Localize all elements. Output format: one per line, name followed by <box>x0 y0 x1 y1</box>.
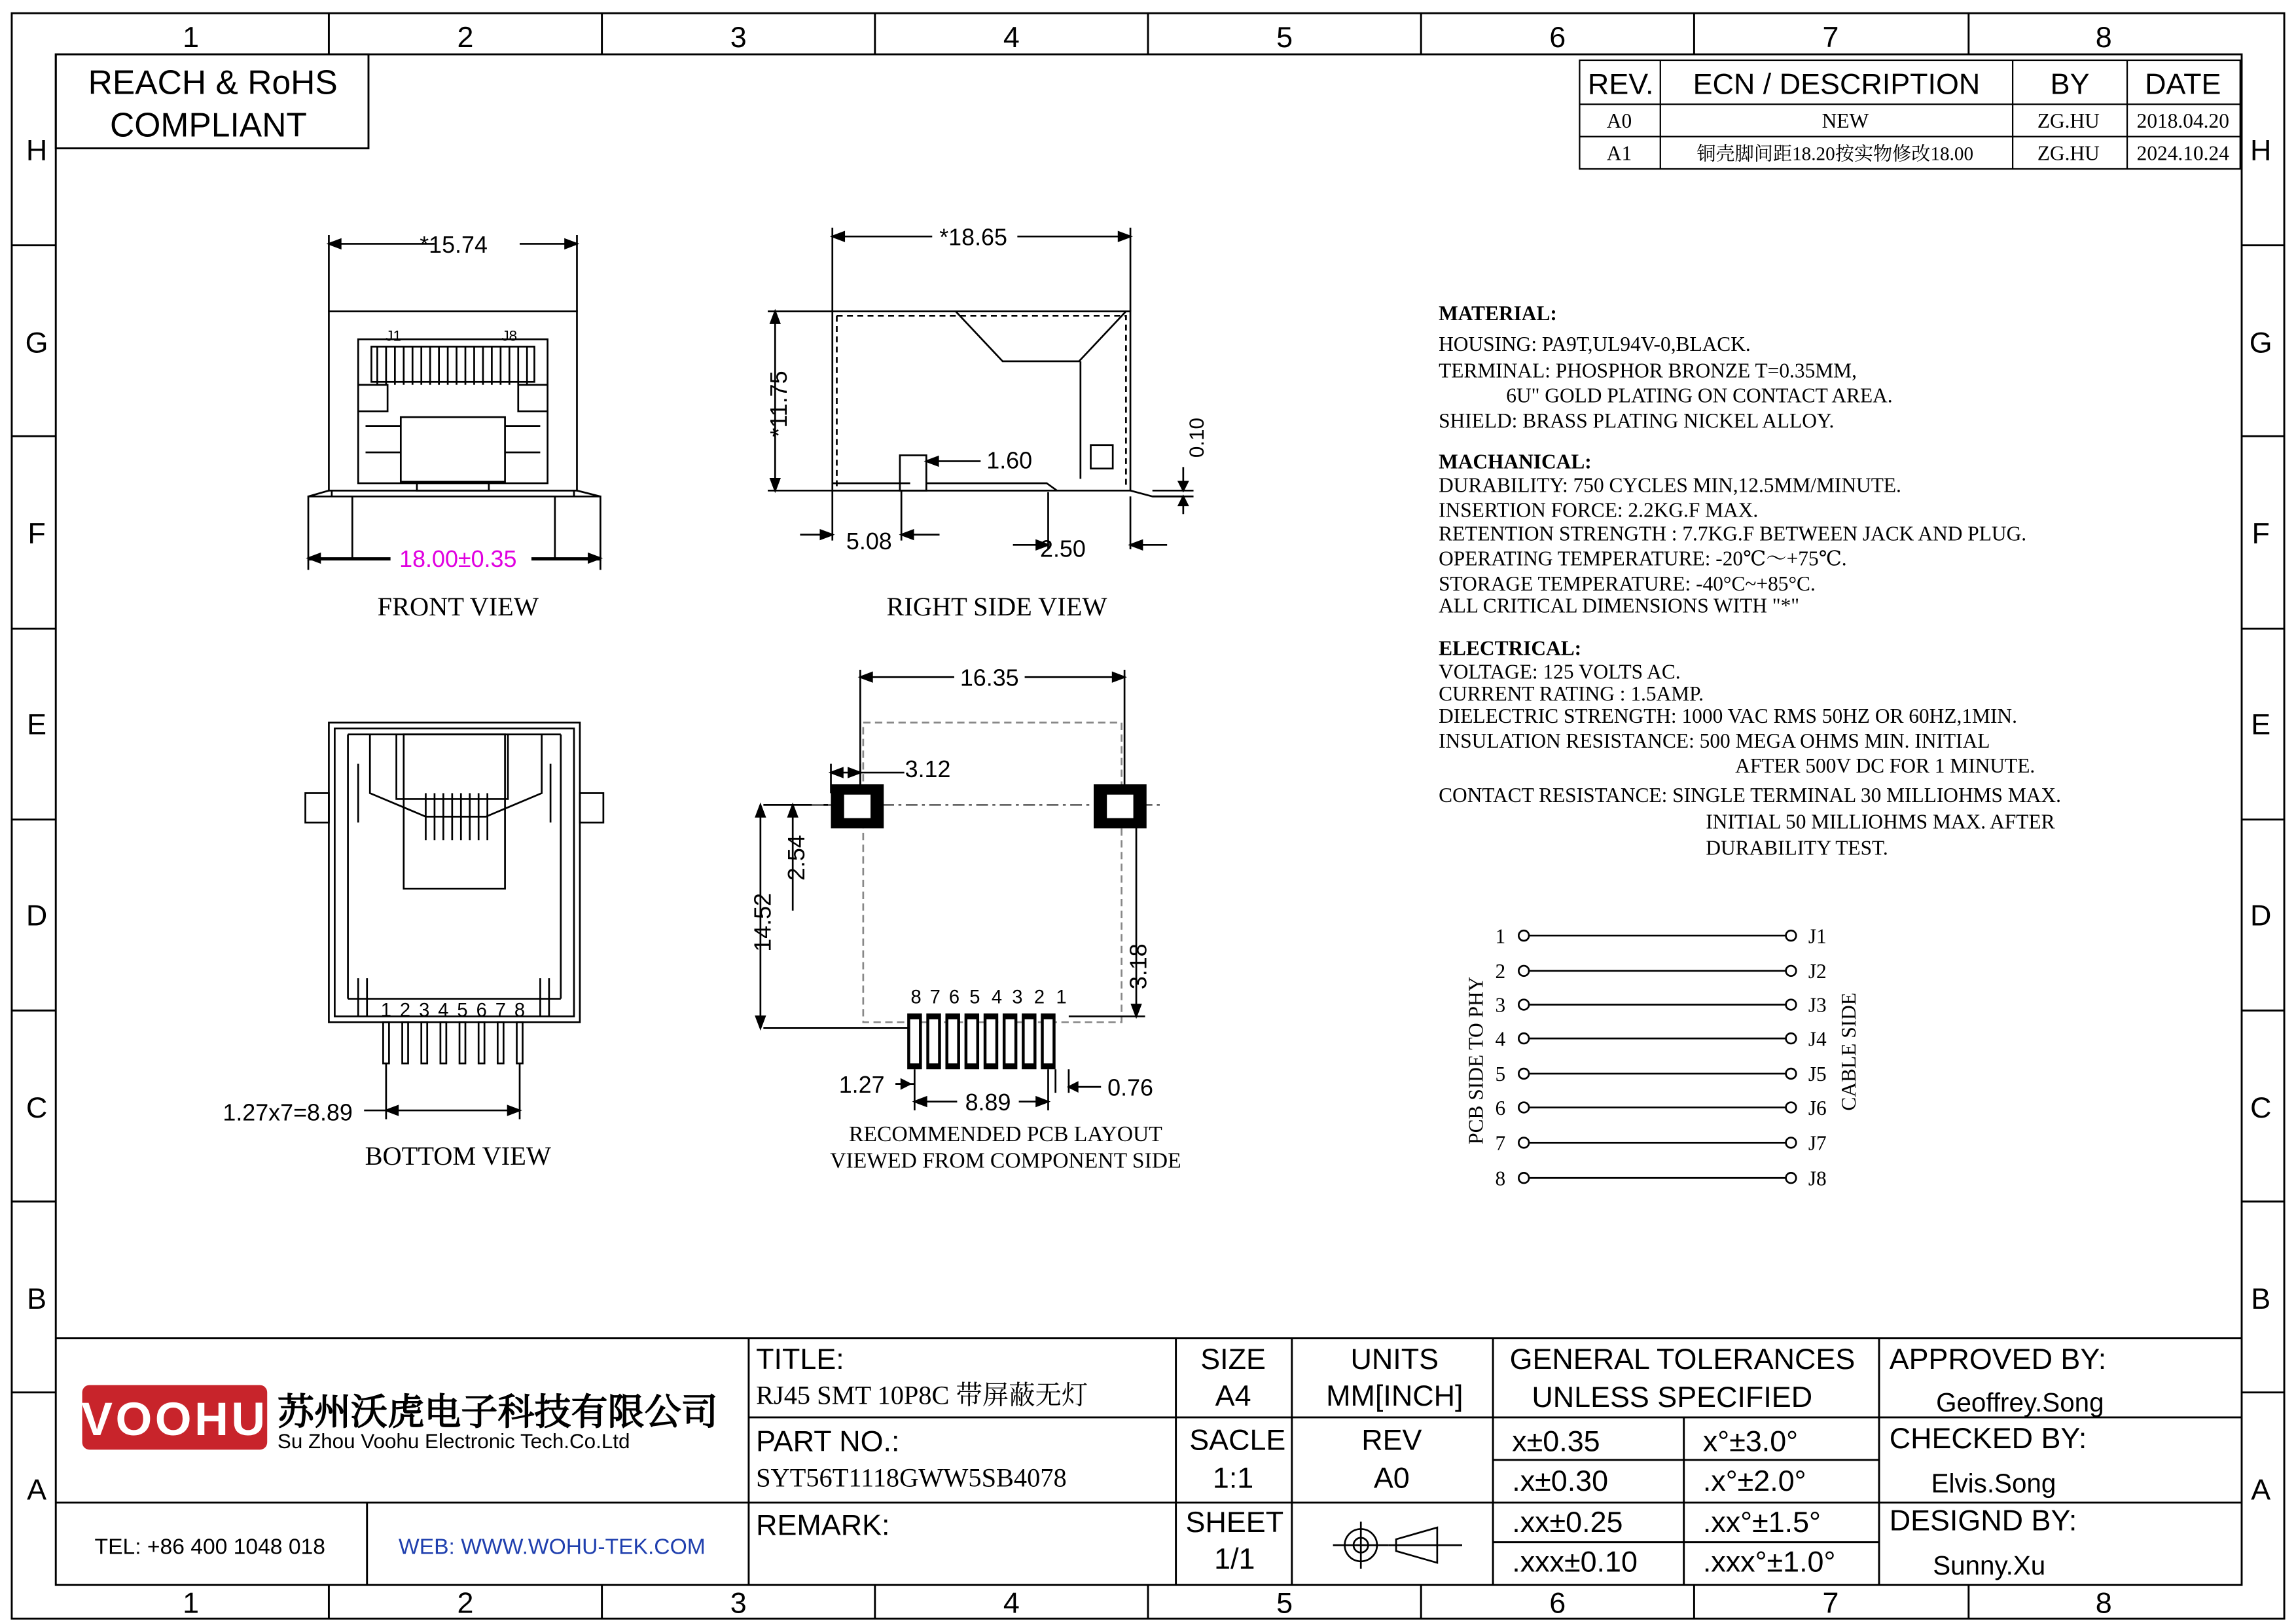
pcb-pad-4: 4 <box>991 987 1003 1008</box>
mechanical-line: DURABILITY: 750 CYCLES MIN,12.5MM/MINUTE. <box>1439 473 1901 497</box>
row-label: C <box>26 1091 48 1125</box>
schem-left-pin: 4 <box>1495 1027 1506 1051</box>
col-label: 4 <box>1003 1586 1020 1620</box>
electrical-line: INITIAL 50 MILLIOHMS MAX. AFTER <box>1706 810 2055 833</box>
part-no-label: PART NO.: <box>756 1424 900 1458</box>
designed-name: Sunny.Xu <box>1933 1550 2046 1580</box>
bottom-pin-4: 4 <box>438 1000 449 1021</box>
electrical-line: CURRENT RATING : 1.5AMP. <box>1439 682 1704 706</box>
pcb-pad-8: 8 <box>910 987 922 1008</box>
material-title: MATERIAL: <box>1439 302 1557 325</box>
schem-right-label: CABLE SIDE <box>1837 993 1861 1111</box>
pcb-caption-line1: RECOMMENDED PCB LAYOUT <box>849 1122 1162 1147</box>
rev-header-by: BY <box>2050 67 2090 101</box>
electrical-line: VOLTAGE: 125 VOLTS AC. <box>1439 660 1681 684</box>
schem-left-pin: 8 <box>1495 1167 1506 1190</box>
pcb-pad-1: 1 <box>1056 987 1067 1008</box>
side-d010: 0.10 <box>1185 417 1209 458</box>
side-d508: 5.08 <box>846 528 892 555</box>
logo-text: VOOHU <box>81 1393 268 1446</box>
schem-right-pin: J3 <box>1808 993 1827 1017</box>
tolerance-linear-1: .x±0.30 <box>1512 1464 1609 1498</box>
pcb-pad-2: 2 <box>1033 987 1045 1008</box>
rev-row-a0-desc: NEW <box>1821 109 1869 133</box>
col-label: 1 <box>183 1586 200 1620</box>
pcb-d312: 3.12 <box>905 756 951 782</box>
row-label: A <box>27 1472 47 1506</box>
sheet-label: SHEET <box>1185 1504 1284 1539</box>
remark-label: REMARK: <box>756 1508 890 1542</box>
pcb-d1452: 14.52 <box>749 892 776 952</box>
title-value: RJ45 SMT 10P8C 带屏蔽无灯 <box>756 1380 1088 1410</box>
col-label: 3 <box>730 1586 747 1620</box>
compliance-box <box>56 54 368 149</box>
front-j1-label: J1 <box>386 327 401 344</box>
schem-right-pin: J6 <box>1808 1096 1827 1120</box>
rev-row-a1-desc: 铜壳脚间距18.20按实物修改18.00 <box>1696 143 1974 165</box>
bottom-view <box>306 723 603 1120</box>
electrical-line: AFTER 500V DC FOR 1 MINUTE. <box>1735 754 2036 778</box>
schem-right-pin: J4 <box>1808 1027 1827 1051</box>
revision-table <box>1579 60 2240 169</box>
compliance-line2: COMPLIANT <box>110 105 307 144</box>
rev-header-date: DATE <box>2145 67 2221 101</box>
col-label: 7 <box>1822 1586 1839 1620</box>
pcb-pad-6: 6 <box>948 987 960 1008</box>
right-side-view <box>768 228 1193 549</box>
bottom-pin-6: 6 <box>476 1000 487 1021</box>
size-label: SIZE <box>1200 1341 1266 1376</box>
col-label: 1 <box>183 20 200 54</box>
schem-left-pin: 3 <box>1495 993 1506 1017</box>
schem-left-label: PCB SIDE TO PHY <box>1464 976 1488 1144</box>
company-name-en: Su Zhou Voohu Electronic Tech.Co.Ltd <box>277 1430 630 1453</box>
scale-label: SACLE <box>1189 1423 1286 1457</box>
mechanical-line: OPERATING TEMPERATURE: -20℃～+75℃. <box>1439 547 1847 570</box>
tolerance-title2: UNLESS SPECIFIED <box>1532 1380 1813 1414</box>
row-label: H <box>2250 133 2272 167</box>
tolerance-angular-0: x°±3.0° <box>1702 1424 1799 1458</box>
col-label: 7 <box>1822 20 1839 54</box>
pcb-d076: 0.76 <box>1107 1074 1153 1101</box>
row-label: F <box>27 517 46 551</box>
company-web: WEB: WWW.WOHU-TEK.COM <box>398 1535 706 1559</box>
material-line: 6U" GOLD PLATING ON CONTACT AREA. <box>1506 384 1893 407</box>
row-label: A <box>2251 1472 2271 1506</box>
col-label: 5 <box>1276 20 1293 54</box>
bottom-pitch-dim: 1.27x7=8.89 <box>223 1099 353 1126</box>
rev-value: A0 <box>1373 1461 1410 1495</box>
col-label: 6 <box>1549 1586 1566 1620</box>
units-label: UNITS <box>1350 1341 1439 1376</box>
size-value: A4 <box>1215 1378 1251 1412</box>
row-label: B <box>2251 1281 2271 1315</box>
electrical-line: DURABILITY TEST. <box>1706 836 1888 860</box>
mechanical-line: ALL CRITICAL DIMENSIONS WITH "*" <box>1439 594 1800 617</box>
side-length-dim: *18.65 <box>939 224 1007 251</box>
schem-left-pin: 5 <box>1495 1063 1506 1086</box>
approved-name: Geoffrey.Song <box>1936 1387 2104 1417</box>
mechanical-line: STORAGE TEMPERATURE: -40°C~+85°C. <box>1439 572 1816 595</box>
rev-label: REV <box>1361 1423 1422 1457</box>
compliance-line1: REACH & RoHS <box>88 63 338 101</box>
rev-row-a0-rev: A0 <box>1606 109 1632 133</box>
schem-right-pin: J1 <box>1808 924 1827 948</box>
pcb-d318: 3.18 <box>1125 943 1152 990</box>
front-width-dim: *15.74 <box>420 231 488 258</box>
pcb-pad-7: 7 <box>929 987 941 1008</box>
electrical-line: INSULATION RESISTANCE: 500 MEGA OHMS MIN. INITIAL <box>1439 729 1990 752</box>
company-name-cn: 苏州沃虎电子科技有限公司 <box>277 1391 718 1433</box>
row-label: E <box>2251 707 2271 741</box>
front-view-caption: FRONT VIEW <box>377 591 539 622</box>
pcb-caption-line2: VIEWED FROM COMPONENT SIDE <box>830 1148 1181 1173</box>
wiring-schematic <box>1518 930 1796 1183</box>
side-view-caption: RIGHT SIDE VIEW <box>886 591 1107 622</box>
rev-row-a1-rev: A1 <box>1606 141 1632 165</box>
checked-label: CHECKED BY: <box>1889 1421 2087 1455</box>
bottom-view-caption: BOTTOM VIEW <box>365 1141 551 1171</box>
row-label: G <box>2249 325 2272 359</box>
company-tel: TEL: +86 400 1048 018 <box>94 1535 325 1559</box>
material-line: TERMINAL: PHOSPHOR BRONZE T=0.35MM, <box>1439 359 1857 382</box>
front-base-dim: 18.00±0.35 <box>399 545 517 572</box>
pcb-pad-3: 3 <box>1012 987 1023 1008</box>
bottom-pin-5: 5 <box>457 1000 468 1021</box>
tolerance-linear-0: x±0.35 <box>1512 1424 1600 1458</box>
row-label: B <box>27 1281 47 1315</box>
schem-right-pin: J8 <box>1808 1167 1827 1190</box>
tolerance-angular-1: .x°±2.0° <box>1702 1464 1806 1498</box>
side-d160: 1.60 <box>986 447 1033 474</box>
schem-right-pin: J2 <box>1808 960 1827 983</box>
pcb-pad-5: 5 <box>969 987 980 1008</box>
pcb-d127: 1.27 <box>838 1072 885 1099</box>
material-line: SHIELD: BRASS PLATING NICKEL ALLOY. <box>1439 409 1835 432</box>
pcb-layout <box>756 670 1160 1028</box>
bottom-pin-1: 1 <box>380 1000 392 1021</box>
schem-left-pin: 1 <box>1495 924 1506 948</box>
row-label: D <box>2250 898 2272 932</box>
mechanical-line: RETENTION STRENGTH : 7.7KG.F BETWEEN JACK AND PLUG. <box>1439 522 2027 545</box>
schem-right-pin: J7 <box>1808 1131 1827 1155</box>
units-value: MM[INCH] <box>1326 1378 1463 1412</box>
bottom-pin-7: 7 <box>495 1000 506 1021</box>
approved-label: APPROVED BY: <box>1889 1341 2107 1376</box>
pcb-d889: 8.89 <box>965 1089 1011 1116</box>
side-d250: 2.50 <box>1039 536 1086 562</box>
rev-row-a1-by: ZG.HU <box>2037 141 2100 165</box>
col-label: 2 <box>457 20 474 54</box>
tolerance-angular-3: .xxx°±1.0° <box>1702 1544 1836 1578</box>
rev-row-a0-date: 2018.04.20 <box>2136 109 2229 133</box>
pcb-shield-pads <box>831 784 1147 828</box>
electrical-title: ELECTRICAL: <box>1439 636 1582 660</box>
checked-name: Elvis.Song <box>1931 1468 2056 1499</box>
pcb-d1635: 16.35 <box>960 665 1019 691</box>
col-label: 4 <box>1003 20 1020 54</box>
col-label: 8 <box>2095 20 2112 54</box>
mechanical-title: MACHANICAL: <box>1439 450 1592 473</box>
bottom-pin-3: 3 <box>419 1000 430 1021</box>
front-j8-label: J8 <box>501 327 518 344</box>
part-no-value: SYT56T1118GWW5SB4078 <box>756 1463 1067 1493</box>
electrical-line: DIELECTRIC STRENGTH: 1000 VAC RMS 50HZ OR 60HZ,1MIN. <box>1439 704 2017 727</box>
projection-symbol-icon <box>1333 1522 1462 1569</box>
rev-header-desc: ECN / DESCRIPTION <box>1693 67 1981 101</box>
company-logo <box>81 1385 268 1450</box>
tolerance-angular-2: .xx°±1.5° <box>1702 1504 1821 1539</box>
col-label: 6 <box>1549 20 1566 54</box>
row-label: C <box>2250 1091 2272 1125</box>
schem-left-pin: 6 <box>1495 1096 1506 1120</box>
row-label: F <box>2251 517 2270 551</box>
material-line: HOUSING: PA9T,UL94V-0,BLACK. <box>1439 333 1751 356</box>
mechanical-line: INSERTION FORCE: 2.2KG.F MAX. <box>1439 498 1759 522</box>
title-label: TITLE: <box>756 1341 844 1376</box>
front-view <box>308 235 600 570</box>
electrical-line: CONTACT RESISTANCE: SINGLE TERMINAL 30 MILLIOHMS MAX. <box>1439 783 2061 807</box>
col-label: 2 <box>457 1586 474 1620</box>
rev-row-a1-date: 2024.10.24 <box>2136 141 2229 165</box>
col-label: 8 <box>2095 1586 2112 1620</box>
bottom-pin-2: 2 <box>399 1000 411 1021</box>
row-label: H <box>26 133 48 167</box>
bottom-pin-8: 8 <box>514 1000 526 1021</box>
spec-notes <box>1439 302 2061 860</box>
col-label: 5 <box>1276 1586 1293 1620</box>
sheet-value: 1/1 <box>1214 1541 1255 1575</box>
row-label: D <box>26 898 48 932</box>
designed-label: DESIGND BY: <box>1889 1503 2077 1537</box>
tolerance-linear-3: .xxx±0.10 <box>1512 1544 1638 1578</box>
schem-left-pin: 7 <box>1495 1131 1506 1155</box>
tolerance-linear-2: .xx±0.25 <box>1512 1504 1623 1539</box>
row-label: G <box>25 325 48 359</box>
scale-value: 1:1 <box>1212 1461 1254 1495</box>
tolerance-title1: GENERAL TOLERANCES <box>1509 1341 1856 1376</box>
side-height-dim: *11.75 <box>766 371 793 437</box>
row-label: E <box>27 707 47 741</box>
col-label: 3 <box>730 20 747 54</box>
schem-left-pin: 2 <box>1495 960 1506 983</box>
rev-row-a0-by: ZG.HU <box>2037 109 2100 133</box>
pcb-d254: 2.54 <box>783 835 810 881</box>
rev-header-rev: REV. <box>1587 67 1654 101</box>
schem-right-pin: J5 <box>1808 1063 1827 1086</box>
